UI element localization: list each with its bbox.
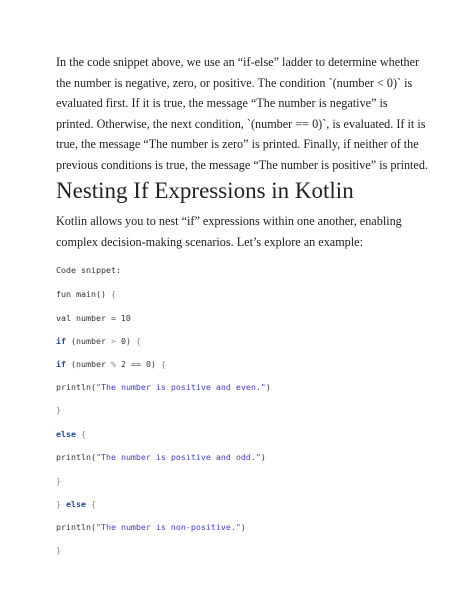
code-line-6: } bbox=[56, 405, 61, 415]
code-line-11 bbox=[56, 522, 246, 533]
code-token: println( bbox=[56, 382, 96, 392]
section-paragraph: Kotlin allows you to nest “if” expressions within one another, enabling complex decision-making scenarios. Let’s explore an example: bbox=[56, 214, 402, 249]
code-token: { bbox=[160, 359, 166, 369]
code-string: "The number is positive and even." bbox=[95, 382, 266, 392]
code-line-2: val number = 10 bbox=[56, 313, 131, 323]
code-line-9: } bbox=[56, 476, 61, 486]
code-keyword: if bbox=[56, 359, 66, 369]
code-token: ) bbox=[240, 522, 246, 532]
code-line-7 bbox=[56, 429, 86, 440]
code-token: println( bbox=[56, 452, 96, 462]
code-token: { bbox=[110, 289, 116, 299]
code-token: { bbox=[135, 336, 141, 346]
code-token: ) bbox=[265, 382, 271, 392]
code-token: println( bbox=[56, 522, 96, 532]
code-token: } bbox=[56, 499, 61, 509]
code-line-3 bbox=[56, 336, 141, 347]
code-line-10 bbox=[56, 499, 96, 510]
code-line-1 bbox=[56, 289, 116, 300]
code-token: 0) bbox=[120, 336, 131, 346]
code-line-4 bbox=[56, 359, 166, 370]
code-token: 2 == 0) bbox=[120, 359, 156, 369]
code-line-8 bbox=[56, 452, 266, 463]
code-string: "The number is positive and odd." bbox=[95, 452, 261, 462]
code-operator: % bbox=[110, 359, 116, 369]
code-token: fun main() bbox=[56, 289, 106, 299]
section-heading: Nesting If Expressions in Kotlin bbox=[56, 178, 354, 203]
code-token: ) bbox=[260, 452, 266, 462]
code-keyword: else bbox=[56, 429, 76, 439]
code-label: Code snippet: bbox=[56, 265, 121, 275]
code-line-12: } bbox=[56, 545, 61, 555]
intro-paragraph: In the code snippet above, we use an “if-else” ladder to determine whether the number is negative, zero, or positive. The condition `(number < 0)` is evaluated first. If it is true, the message “The number is negative” is printed. Otherwise, the next condition, `(number == 0)`, is evaluated. If it is true, the message “The number is zero” is printed. Finally, if neither of the previous conditions is true, the message “The number is positive” is printed. bbox=[56, 55, 428, 172]
code-token: (number bbox=[71, 336, 106, 346]
code-operator: > bbox=[110, 336, 116, 346]
code-keyword: else bbox=[66, 499, 86, 509]
code-token: (number bbox=[71, 359, 106, 369]
code-token: { bbox=[80, 429, 86, 439]
code-line-5 bbox=[56, 382, 271, 393]
code-keyword: if bbox=[56, 336, 66, 346]
code-string: "The number is non-positive." bbox=[95, 522, 241, 532]
code-token: { bbox=[90, 499, 96, 509]
